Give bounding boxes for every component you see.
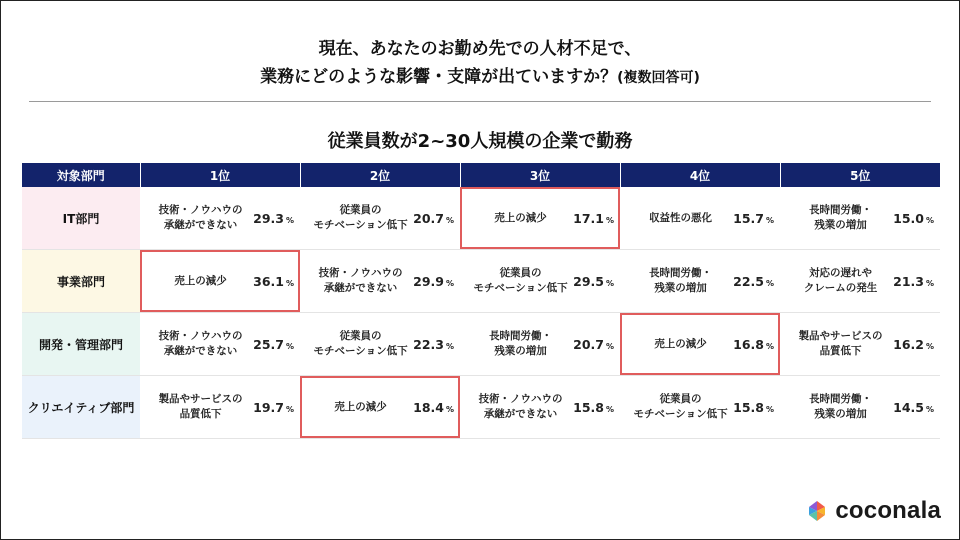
cell-value-number: 15.8: [573, 399, 604, 415]
header-rank-5: 5位: [780, 163, 940, 187]
cell-value-number: 29.3: [253, 210, 284, 226]
cell-label-line-1: 長時間労働・: [649, 267, 713, 279]
rank-cell-inner: [780, 250, 940, 312]
rank-cell: [140, 376, 300, 439]
percent-sign: %: [765, 341, 774, 351]
cell-label-line-1: 技術・ノウハウの: [318, 267, 403, 279]
percent-sign: %: [605, 341, 614, 351]
cell-label: [628, 211, 733, 226]
cell-value: [733, 211, 774, 226]
cell-label-line-1: 従業員の: [339, 204, 382, 216]
rank-cell-inner: [460, 313, 620, 375]
rank-cell: [460, 376, 620, 439]
table-row: [22, 376, 940, 439]
rank-cell: [140, 313, 300, 376]
title-line-2: [1, 63, 959, 92]
percent-sign: %: [285, 341, 294, 351]
rank-cell: [300, 313, 460, 376]
cell-label-line-1: 長時間労働・: [489, 330, 553, 342]
rank-cell: [140, 250, 300, 313]
cell-value: [413, 274, 454, 289]
cell-label: [468, 211, 573, 226]
rank-cell-inner: [300, 376, 460, 438]
percent-sign: %: [925, 278, 934, 288]
subtitle: 従業員数が2~30人規模の企業で勤務: [327, 131, 633, 152]
percent-sign: %: [605, 215, 614, 225]
cell-value: [413, 211, 454, 226]
cell-value: [573, 400, 614, 415]
cell-value: [733, 400, 774, 415]
rank-cell-inner: [140, 187, 300, 249]
rank-cell: [620, 313, 780, 376]
rank-cell-inner: [300, 313, 460, 375]
cell-label-line-1: 売上の減少: [494, 211, 547, 224]
title-note: (複数回答可): [617, 70, 700, 86]
rank-cell: [780, 376, 940, 439]
cell-label-line-1: 技術・ノウハウの: [158, 330, 243, 342]
rank-cell-inner: [140, 376, 300, 438]
cell-value-number: 29.9: [413, 273, 444, 289]
cell-label-line-2: モチベーション低下: [633, 408, 728, 420]
percent-sign: %: [445, 278, 454, 288]
cell-label-line-1: 売上の減少: [654, 337, 707, 350]
cell-value-number: 15.8: [733, 399, 764, 415]
page-title: [1, 35, 959, 92]
cell-label: [788, 266, 893, 296]
rank-cell-inner: [460, 187, 620, 249]
rank-cell-inner: [620, 313, 780, 375]
percent-sign: %: [605, 404, 614, 414]
cell-label: [148, 392, 253, 422]
cell-value-number: 16.2: [893, 336, 924, 352]
rank-cell: [620, 187, 780, 250]
cell-label: [148, 329, 253, 359]
percent-sign: %: [765, 278, 774, 288]
cell-value: [893, 400, 934, 415]
cell-label-line-2: 残業の増加: [654, 282, 707, 294]
cell-label-line-1: 売上の減少: [174, 274, 227, 287]
rank-cell-inner: [780, 313, 940, 375]
cell-label: [308, 400, 413, 415]
cell-value-number: 22.3: [413, 336, 444, 352]
cell-value: [893, 274, 934, 289]
cell-value: [413, 400, 454, 415]
table-header-row: [22, 163, 940, 187]
rank-cell-inner: [140, 250, 300, 312]
cell-label-line-2: 残業の増加: [494, 345, 547, 357]
cell-value: [253, 274, 294, 289]
cell-label-line-1: 長時間労働・: [809, 204, 873, 216]
cell-label-line-1: 製品やサービスの: [798, 330, 883, 342]
cell-label: [788, 329, 893, 359]
cell-label: [308, 329, 413, 359]
cell-label-line-2: クレームの発生: [803, 282, 878, 294]
rank-cell: [460, 250, 620, 313]
rank-cell: [300, 250, 460, 313]
percent-sign: %: [285, 278, 294, 288]
rank-cell-inner: [780, 376, 940, 438]
rank-cell-inner: [140, 313, 300, 375]
percent-sign: %: [285, 404, 294, 414]
cell-value: [893, 337, 934, 352]
dept-label: IT部門: [22, 187, 140, 250]
cell-value: [413, 337, 454, 352]
dept-label: 事業部門: [22, 250, 140, 313]
rank-cell: [780, 313, 940, 376]
cell-label-line-2: モチベーション低下: [313, 345, 408, 357]
cell-label: [468, 392, 573, 422]
rank-cell: [460, 187, 620, 250]
cell-label-line-2: 承継ができない: [483, 408, 558, 420]
rank-cell-inner: [780, 187, 940, 249]
rank-cell-inner: [620, 187, 780, 249]
rank-cell-inner: [620, 376, 780, 438]
table-row: [22, 250, 940, 313]
ranking-table: [22, 163, 940, 439]
cell-value-number: 20.7: [573, 336, 604, 352]
cell-label-line-2: 品質低下: [179, 408, 222, 420]
rank-cell: [300, 187, 460, 250]
logo-text: coconala: [835, 497, 941, 524]
cell-label: [308, 203, 413, 233]
percent-sign: %: [445, 341, 454, 351]
cell-value-number: 29.5: [573, 273, 604, 289]
header-rank-1: 1位: [140, 163, 300, 187]
cell-value: [253, 211, 294, 226]
rank-cell: [460, 313, 620, 376]
table-row: [22, 313, 940, 376]
cell-value-number: 14.5: [893, 399, 924, 415]
cell-label: [628, 337, 733, 352]
cell-label: [788, 203, 893, 233]
cell-label: [468, 266, 573, 296]
cell-value: [253, 337, 294, 352]
cell-value-number: 16.8: [733, 336, 764, 352]
cell-label-line-2: 残業の増加: [814, 408, 867, 420]
cell-label-line-2: 承継ができない: [163, 345, 238, 357]
percent-sign: %: [925, 404, 934, 414]
header-rank-2: 2位: [300, 163, 460, 187]
cell-label-line-1: 売上の減少: [334, 400, 387, 413]
cell-value: [573, 274, 614, 289]
percent-sign: %: [605, 278, 614, 288]
title-line-1: 現在、あなたのお勤め先での人材不足で、: [318, 39, 642, 59]
cell-label-line-1: 対応の遅れや: [809, 267, 873, 279]
rank-cell-inner: [300, 187, 460, 249]
cell-value: [733, 337, 774, 352]
cell-value: [253, 400, 294, 415]
cell-value: [733, 274, 774, 289]
cell-value-number: 19.7: [253, 399, 284, 415]
percent-sign: %: [765, 215, 774, 225]
cell-value-number: 17.1: [573, 210, 604, 226]
rank-cell-inner: [300, 250, 460, 312]
cell-label-line-2: 承継ができない: [163, 219, 238, 231]
cell-label-line-1: 収益性の悪化: [649, 211, 713, 224]
cell-label-line-1: 長時間労働・: [809, 393, 873, 405]
cell-label-line-1: 従業員の: [339, 330, 382, 342]
cell-value: [893, 211, 934, 226]
cell-label: [308, 266, 413, 296]
cell-value-number: 25.7: [253, 336, 284, 352]
cell-label-line-1: 従業員の: [659, 393, 702, 405]
title-divider: [29, 101, 931, 102]
cell-label-line-2: 残業の増加: [814, 219, 867, 231]
title-line-2-text: 業務にどのような影響・支障が出ていますか？: [260, 67, 618, 87]
coconala-logo: [805, 497, 941, 525]
percent-sign: %: [765, 404, 774, 414]
cell-label-line-1: 製品やサービスの: [158, 393, 243, 405]
cell-value-number: 22.5: [733, 273, 764, 289]
cell-value: [573, 211, 614, 226]
rank-cell-inner: [460, 250, 620, 312]
dept-label: 開発・管理部門: [22, 313, 140, 376]
dept-label: クリエイティブ部門: [22, 376, 140, 439]
table-row: [22, 187, 940, 250]
percent-sign: %: [285, 215, 294, 225]
cell-value-number: 20.7: [413, 210, 444, 226]
cell-label: [468, 329, 573, 359]
cell-label-line-1: 技術・ノウハウの: [478, 393, 563, 405]
cell-label-line-2: モチベーション低下: [473, 282, 568, 294]
percent-sign: %: [925, 215, 934, 225]
header-rank-4: 4位: [620, 163, 780, 187]
cell-value-number: 18.4: [413, 399, 444, 415]
cell-label-line-2: 品質低下: [819, 345, 862, 357]
percent-sign: %: [445, 215, 454, 225]
percent-sign: %: [445, 404, 454, 414]
cell-label-line-2: モチベーション低下: [313, 219, 408, 231]
cell-label-line-1: 技術・ノウハウの: [158, 204, 243, 216]
coconala-logo-icon: [805, 499, 829, 523]
cell-label-line-1: 従業員の: [499, 267, 542, 279]
rank-cell-inner: [620, 250, 780, 312]
cell-value-number: 15.0: [893, 210, 924, 226]
rank-cell: [140, 187, 300, 250]
cell-label: [628, 266, 733, 296]
percent-sign: %: [925, 341, 934, 351]
rank-cell: [780, 187, 940, 250]
cell-value-number: 36.1: [253, 273, 284, 289]
cell-label: [148, 203, 253, 233]
cell-label: [628, 392, 733, 422]
header-rank-3: 3位: [460, 163, 620, 187]
cell-label: [788, 392, 893, 422]
rank-cell: [620, 250, 780, 313]
cell-value-number: 21.3: [893, 273, 924, 289]
rank-cell-inner: [460, 376, 620, 438]
cell-value: [573, 337, 614, 352]
rank-cell: [300, 376, 460, 439]
cell-label: [148, 274, 253, 289]
cell-label-line-2: 承継ができない: [323, 282, 398, 294]
rank-cell: [620, 376, 780, 439]
cell-value-number: 15.7: [733, 210, 764, 226]
rank-cell: [780, 250, 940, 313]
header-dept: 対象部門: [22, 163, 140, 187]
